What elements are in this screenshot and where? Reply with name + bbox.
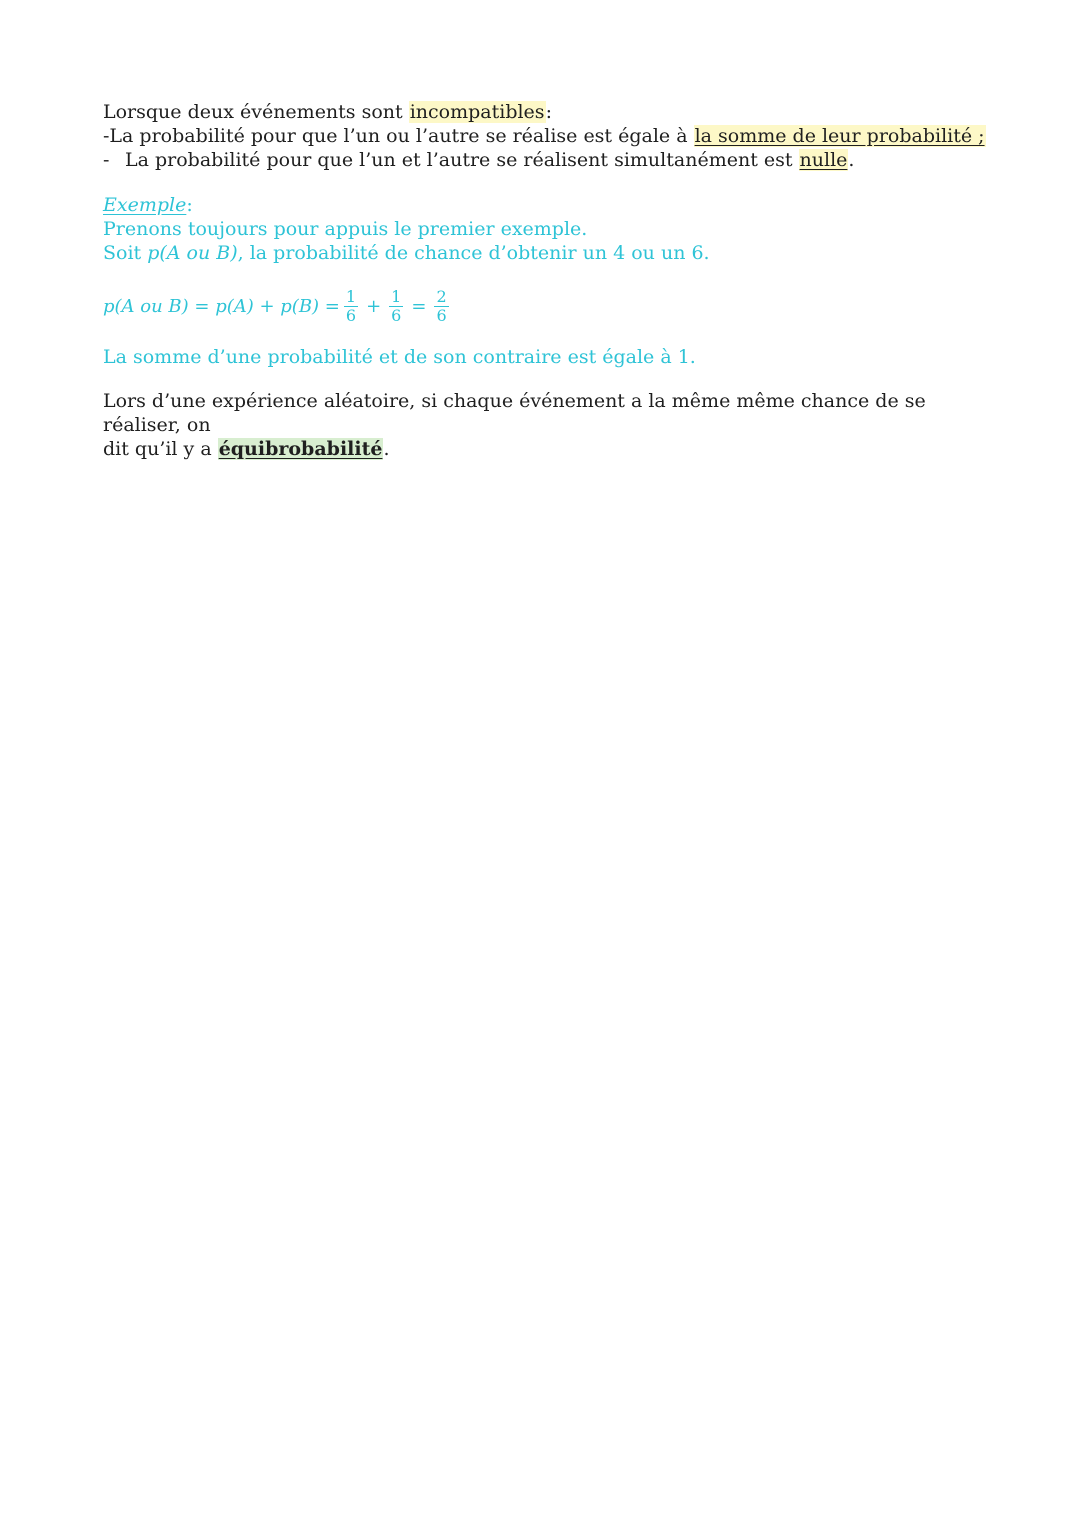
equiprobability-line-1: Lors d’une expérience aléatoire, si chaque événement a la même même chance de se réaliser, on bbox=[103, 390, 926, 436]
fraction-3 bbox=[434, 288, 448, 325]
formula-lhs: p(A ou B) = p(A) + p(B) = bbox=[103, 295, 340, 317]
example-line-2-suffix: , la probabilité de chance d’obtenir un 4 ou un 6. bbox=[237, 242, 710, 264]
document-page bbox=[103, 100, 983, 461]
plus-operator: + bbox=[366, 295, 382, 317]
bullet-item-sum bbox=[103, 124, 983, 148]
intro-line bbox=[103, 100, 983, 124]
example-heading: Exemple bbox=[103, 194, 187, 216]
example-block bbox=[103, 193, 983, 369]
intro-suffix: : bbox=[545, 101, 552, 123]
fraction-1-numerator: 1 bbox=[345, 286, 357, 306]
bullet-dash: - bbox=[103, 149, 110, 171]
equiprobability-paragraph bbox=[103, 389, 983, 461]
equiprobability-prefix: dit qu’il y a bbox=[103, 438, 218, 460]
incompatibles-highlight: incompatibles bbox=[409, 101, 545, 123]
nulle-highlight: nulle bbox=[799, 149, 848, 171]
fraction-3-denominator: 6 bbox=[436, 305, 447, 325]
example-line-2-prefix: Soit bbox=[103, 242, 148, 264]
sum-statement: La somme d’une probabilité et de son contraire est égale à 1. bbox=[103, 346, 696, 368]
fraction-2-denominator: 6 bbox=[391, 305, 402, 325]
intro-prefix: Lorsque deux événements sont bbox=[103, 101, 409, 123]
equiprobability-highlight: équibrobabilité bbox=[218, 438, 383, 460]
equiprobability-suffix: . bbox=[383, 438, 390, 460]
probability-formula bbox=[103, 281, 983, 331]
fraction-1 bbox=[344, 288, 358, 325]
bullet-text: La probabilité pour que l’un ou l’autre se réalise est égale à bbox=[109, 125, 694, 147]
example-expression: p(A ou B) bbox=[147, 242, 238, 264]
example-line-1: Prenons toujours pour appuis le premier exemple. bbox=[103, 218, 588, 240]
bullet-dash: - bbox=[103, 125, 110, 147]
fraction-1-denominator: 6 bbox=[345, 305, 357, 325]
fraction-3-numerator: 2 bbox=[436, 286, 447, 306]
example-heading-suffix: : bbox=[186, 194, 193, 216]
bullet-item-null bbox=[103, 148, 983, 172]
equals-operator: = bbox=[411, 295, 427, 317]
fraction-2 bbox=[389, 288, 403, 325]
sum-highlight: la somme de leur probabilité ; bbox=[694, 125, 985, 147]
fraction-2-numerator: 1 bbox=[391, 286, 402, 306]
equiprobability-line-2 bbox=[103, 437, 983, 461]
bullet-text: La probabilité pour que l’un et l’autre se réalisent simultanément est bbox=[125, 149, 799, 171]
bullet-suffix: . bbox=[848, 149, 855, 171]
example-line-2 bbox=[103, 241, 983, 265]
